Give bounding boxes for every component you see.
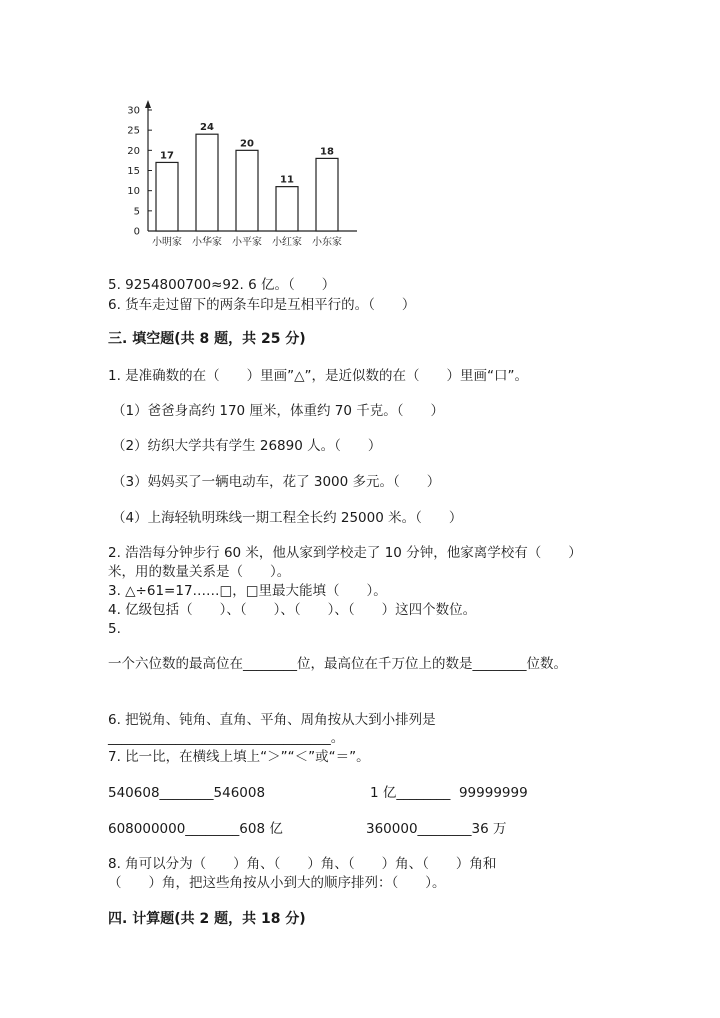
fill-q7-d: 360000________36 万 bbox=[366, 821, 507, 837]
fill-q1: 1. 是准确数的在（ ）里画”△”，是近似数的在（ ）里画“口”。 bbox=[108, 368, 529, 384]
judge-q6: 6. 货车走过留下的两条车印是互相平行的。（ ） bbox=[108, 297, 416, 313]
fill-q1-item-1: （1）爸爸身高约 170 厘米，体重约 70 千克。（ ） bbox=[112, 403, 444, 419]
bar bbox=[276, 187, 298, 231]
fill-q2-line1: 2. 浩浩每分钟步行 60 米，他从家到学校走了 10 分钟，他家离学校有（ ） bbox=[108, 545, 582, 561]
bar-value-label: 17 bbox=[160, 150, 174, 162]
fill-q1-item-3: （3）妈妈买了一辆电动车，花了 3000 多元。（ ） bbox=[112, 474, 441, 490]
category-label: 小华家 bbox=[192, 237, 222, 248]
fill-q7-a: 540608________546008 bbox=[108, 785, 266, 801]
bar-value-label: 11 bbox=[280, 174, 294, 186]
fill-q1-item-2: （2）纺织大学共有学生 26890 人。（ ） bbox=[112, 438, 382, 454]
y-tick-label: 0 bbox=[133, 226, 140, 238]
fill-q4: 4. 亿级包括（ ）、（ ）、（ ）、（ ）这四个数位。 bbox=[108, 602, 477, 618]
y-tick-label: 15 bbox=[127, 166, 140, 177]
fill-q6-line1: 6. 把锐角、钝角、直角、平角、周角按从大到小排列是 bbox=[108, 712, 436, 728]
y-axis-arrow bbox=[145, 100, 151, 108]
section4-title: 四. 计算题(共 2 题，共 18 分) bbox=[108, 911, 306, 927]
y-tick-label: 20 bbox=[127, 145, 140, 157]
y-tick-label: 30 bbox=[127, 105, 140, 117]
fill-q5-number: 5. bbox=[108, 621, 121, 637]
fill-q3: 3. △÷61=17……□，□里最大能填（ ）。 bbox=[108, 583, 387, 599]
fill-q1-item-4: （4）上海轻轨明珠线一期工程全长约 25000 米。（ ） bbox=[112, 510, 463, 526]
bar bbox=[236, 150, 258, 231]
category-label: 小明家 bbox=[152, 237, 182, 248]
category-label: 小东家 bbox=[312, 237, 342, 248]
y-tick-label: 10 bbox=[127, 186, 140, 198]
bar-value-label: 20 bbox=[240, 138, 254, 150]
fill-q7-b: 1 亿________ 99999999 bbox=[370, 785, 528, 801]
bar-value-label: 24 bbox=[200, 122, 214, 134]
category-label: 小平家 bbox=[232, 237, 262, 248]
fill-q6-line2: _________________________________。 bbox=[108, 730, 345, 746]
fill-q5-text: 一个六位数的最高位在________位，最高位在千万位上的数是________位数。 bbox=[108, 656, 567, 672]
judge-q5: 5. 9254800700≈92. 6 亿。（ ） bbox=[108, 277, 336, 293]
fill-q7-c: 608000000________608 亿 bbox=[108, 821, 283, 837]
fill-q8-line1: 8. 角可以分为（ ）角、（ ）角、（ ）角、（ ）角和 bbox=[108, 856, 497, 872]
y-tick-label: 25 bbox=[127, 125, 140, 137]
bar bbox=[156, 162, 178, 231]
category-label: 小红家 bbox=[272, 237, 302, 248]
fill-q7: 7. 比一比，在横线上填上“＞”“＜”或“＝”。 bbox=[108, 749, 370, 765]
section3-title: 三. 填空题(共 8 题，共 25 分) bbox=[108, 331, 306, 347]
fill-q8-line2: （ ）角，把这些角按从小到大的顺序排列：（ ）。 bbox=[108, 875, 446, 891]
fill-q2-line2: 米，用的数量关系是（ ）。 bbox=[108, 564, 291, 580]
bar bbox=[196, 134, 218, 231]
y-tick-label: 5 bbox=[133, 206, 140, 218]
bar-value-label: 18 bbox=[320, 146, 334, 158]
bar-chart bbox=[112, 88, 402, 258]
bar bbox=[316, 158, 338, 231]
